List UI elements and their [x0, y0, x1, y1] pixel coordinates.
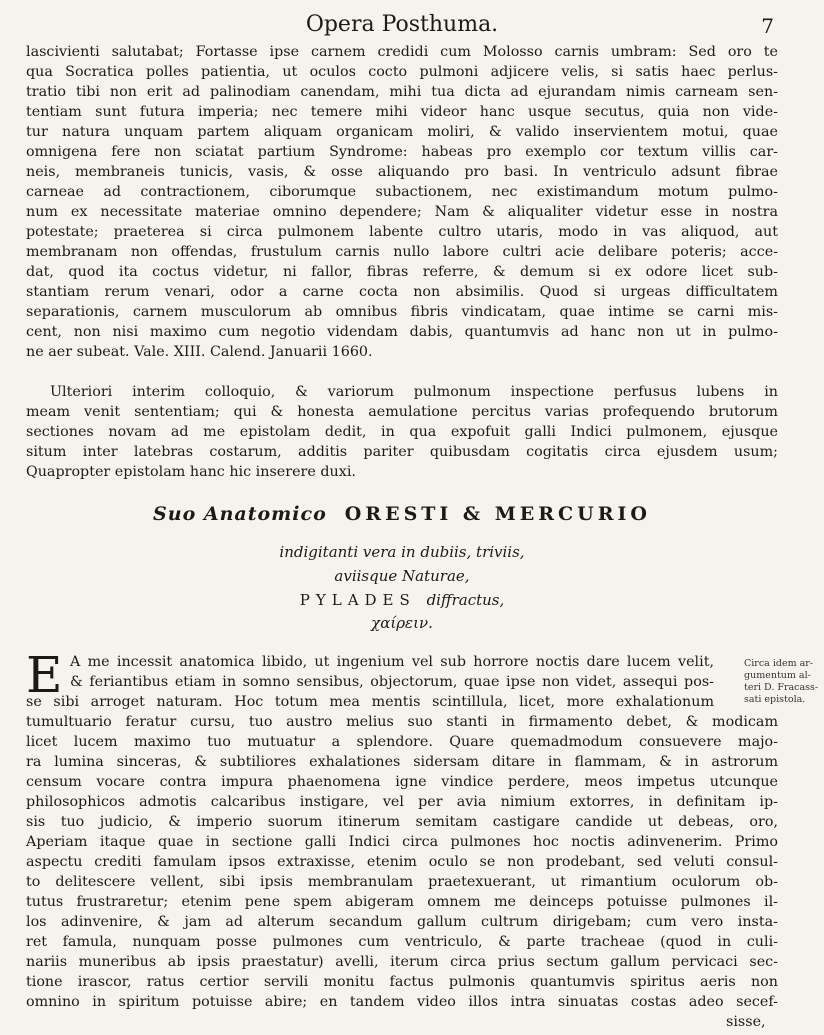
text-line: lascivienti salutabat; Fortasse ipse carnem credidi cum Molosso carnis umbram: Sed oro te — [26, 44, 778, 60]
text-line: tratio tibi non erit ad palinodiam canendam, mihi tua dicta ad ejurandam nimis carneam sen- — [26, 84, 778, 100]
text-line: num ex necessitate materiae omnino dependere; Nam & aliqualiter videtur esse in nostra — [26, 204, 778, 220]
text-line: to delitescere vellent, sibi ipsis membranulam praetexuerant, ut rimantium oculorum ob- — [26, 874, 778, 890]
running-head — [26, 12, 778, 40]
margin-note-line: teri D. Fracass- — [744, 682, 819, 693]
text-line: dat, quod ita coctus videtur, ni fallor, fibras referre, & demum si ex odore licet sub- — [26, 264, 778, 280]
text-line: tione irascor, ratus certior servili monitu factus pulmonis quantumvis spiritus aeris non — [26, 974, 778, 990]
dedication-label: Suo Anatomico — [153, 503, 327, 525]
text-line: censum vocare contra impura phaenomena igne vindice perdere, meos impetus utcunque — [26, 774, 778, 790]
dedication-heading — [26, 503, 778, 525]
text-line: los adinvenire, & jam ad alterum secandum gallum cultrum dirigebam; cum vero insta- — [26, 914, 778, 930]
text-line: omnino in spiritum potuisse abire; en tandem video illos intra sinuatas costas adeo secef- — [26, 994, 778, 1010]
text-line: philosophicos admotis calcaribus instigare, vel per avia nimium extorres, in definitam ip- — [26, 794, 778, 810]
text-line: neis, membraneis tunicis, vasis, & osse aliquando pro basi. In ventriculo adsunt fibrae — [26, 164, 778, 180]
running-title: Opera Posthuma. — [305, 12, 499, 37]
page-number: 7 — [761, 14, 774, 38]
text-line: situm inter latebras costarum, additis pariter quibusdam cogitatis circa ejusdem usum; — [26, 444, 778, 460]
text-line: sis tuo judicio, & imperio suorum itinerum semitam castigare candide ut debeas, oro, — [26, 814, 778, 830]
text-line: ne aer subeat. Vale. XIII. Calend. Januarii 1660. — [26, 344, 373, 360]
text-line: membranam non offendas, frustulum carnis nullo labore cultri acie delibare poteris; acce- — [26, 244, 778, 260]
text-line: tentiam sunt futura imperia; nec temere mihi videor hanc usque secutus, quia non vide- — [26, 104, 778, 120]
text-line: se sibi arroget naturam. Hoc totum mea mentis scintillula, licet, more exhalationum — [26, 694, 714, 710]
text-line: meam venit sententiam; qui & honesta aemulatione percitus varias profequendo brutorum — [26, 404, 778, 420]
greeting: χαίρειν. — [371, 614, 433, 632]
margin-note-line: gumentum al- — [744, 670, 811, 681]
margin-note-line: Circa idem ar- — [744, 658, 814, 669]
text-line: carneae ad contractionem, ciborumque subactionem, nec existimandum motum pulmo- — [26, 184, 778, 200]
text-line: Ulteriori interim colloquio, & variorum pulmonum inspectione perfusus lubens in — [50, 384, 778, 400]
catchword: sisse, — [726, 1014, 766, 1030]
text-line: tur natura unquam partem aliquam organicam moliri, & valido inservientem motui, quae — [26, 124, 778, 140]
text-line: potestate; praeterea si circa pulmonem labente cultro utaris, modo in vas aliquod, aut — [26, 224, 778, 240]
text-line: omnigena fere non sciatat partium Syndrome: habeas pro exemplo cor textum villis car- — [26, 144, 778, 160]
text-line: ra lumina sinceras, & subtiliores exhalationes sidersam ditare in flammam, & in astrorum — [26, 754, 778, 770]
text-line: aspectu crediti famulam ipsos extraxisse, etenim oculo se non prodebant, sed veluti consul- — [26, 854, 778, 870]
pylades-epithet: diffractus, — [426, 591, 505, 609]
dedication-signoff — [26, 591, 778, 609]
text-line: qua Socratica polles patientia, ut oculos cocto pulmoni adjicere velis, si satis haec perlus- — [26, 64, 778, 80]
text-line: A me incessit anatomica libido, ut ingenium vel sub horrore noctis dare lucem velit, — [70, 654, 714, 670]
text-line: stantiam rerum venari, odor a carne cocta non absimilis. Quod si urgeas difficultatem — [26, 284, 778, 300]
text-line: Aperiam itaque quae in sectione galli Indici circa pulmones hoc noctis adinvenerim. Primo — [26, 834, 778, 850]
pylades-name: PYLADES — [299, 591, 416, 609]
text-line: tutus frustraretur; etenim pene spem abigeram omnem me deinceps potuisse pulmones il- — [26, 894, 778, 910]
margin-note-line: sati epistola. — [744, 694, 806, 705]
dedication-subline: indigitanti vera in dubiis, triviis, — [279, 543, 525, 561]
text-line: ret famula, nunquam posse pulmones cum ventriculo, & parte tracheae (quod in culi- — [26, 934, 778, 950]
drop-cap: E — [26, 646, 63, 704]
dedication-names: ORESTI & MERCURIO — [344, 503, 651, 525]
dedication-subline: aviisque Naturae, — [334, 567, 470, 585]
text-line: licet lucem maximo tuo mutuatur a splendore. Quare quemadmodum consuevere majo- — [26, 734, 778, 750]
book-page — [26, 0, 819, 1035]
text-line: separationis, carnem musculorum ab omnibus fibris vindicatam, quae intime se carni mis- — [26, 304, 778, 320]
text-line: tumultuario feratur cursu, tuo austro melius suo stanti in firmamento debet, & modicam — [26, 714, 778, 730]
text-line: sectiones novam ad me epistolam dedit, in qua expofuit galli Indici pulmonem, ejusque — [26, 424, 778, 440]
text-line: cent, non nisi maximo cum negotio videndam dabis, quantumvis ad hanc non ut in pulmo- — [26, 324, 778, 340]
text-line: & feriantibus etiam in somno sensibus, objectorum, quae ipse non videt, assequi pos- — [70, 674, 714, 690]
text-line: Quapropter epistolam hanc hic inserere duxi. — [26, 464, 356, 480]
text-line: nariis muneribus ab ipsis praestatur) avelli, iterum circa prius sectum gallum pervicaci sec- — [26, 954, 778, 970]
